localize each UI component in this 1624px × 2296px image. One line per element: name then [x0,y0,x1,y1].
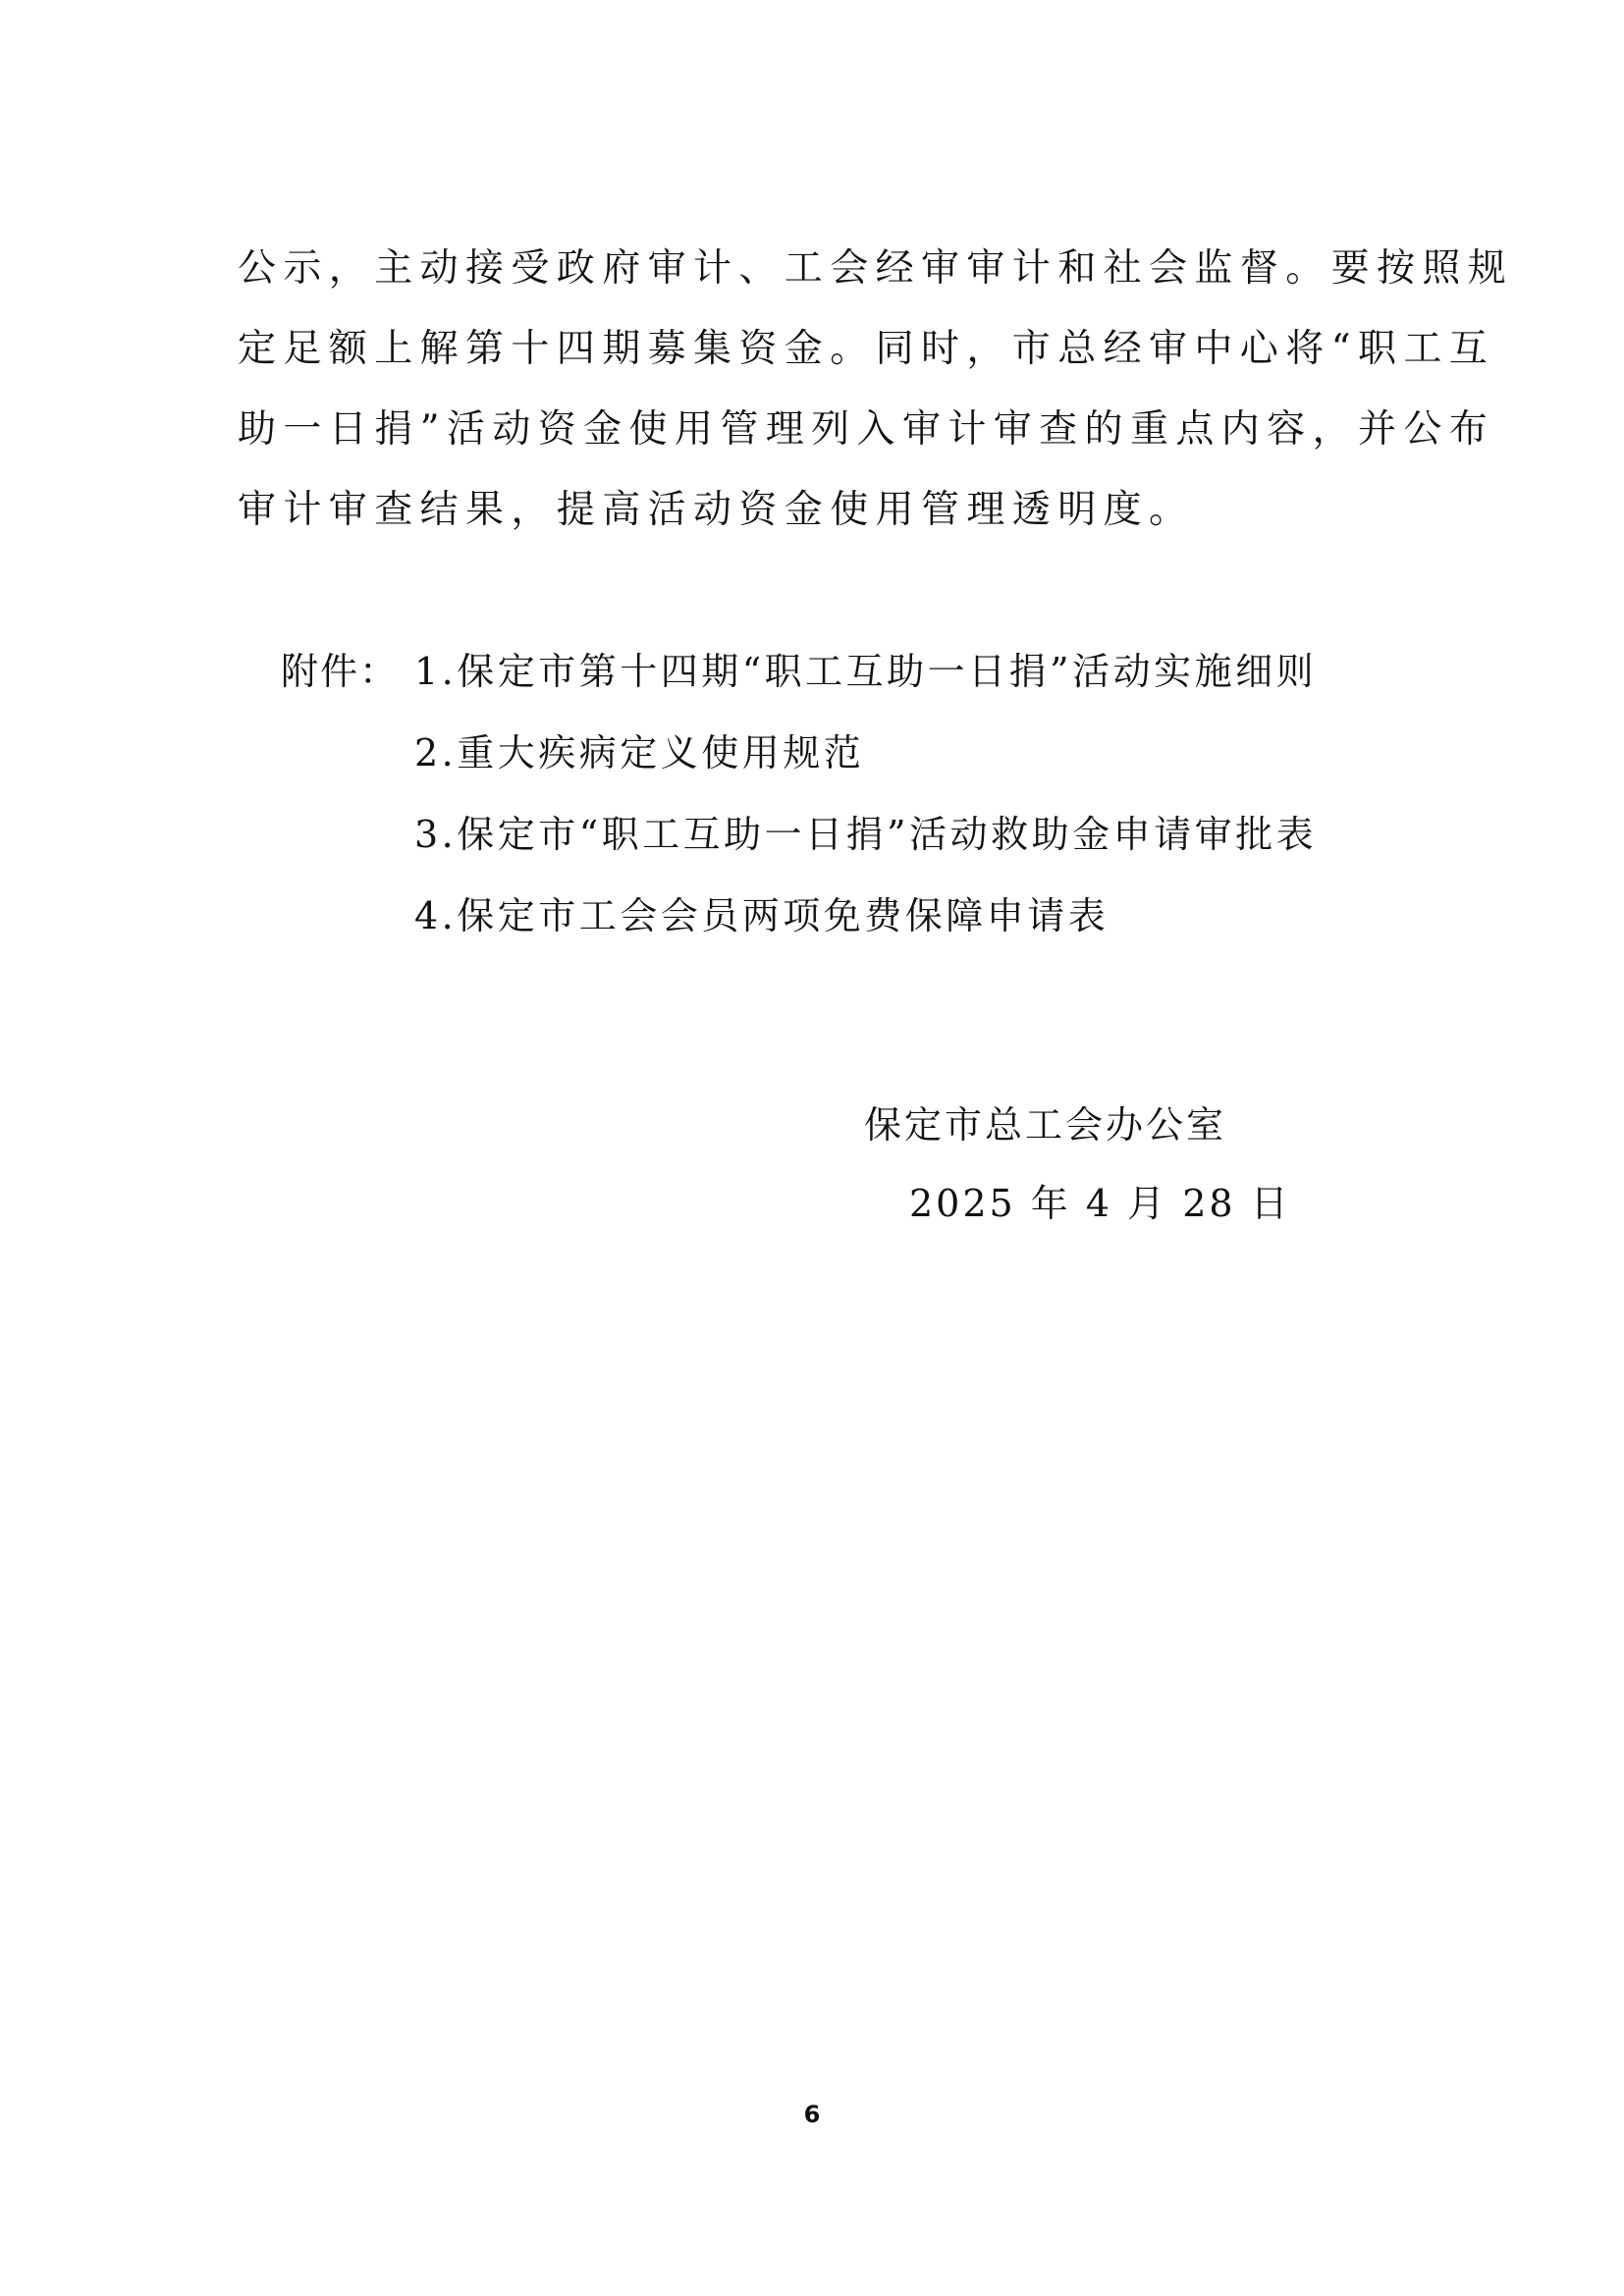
page-number: 6 [803,2101,821,2128]
attachment-row [281,650,1449,693]
attachment-item: 2.重大疾病定义使用规范 [414,731,865,774]
signature-block [864,1103,1316,1225]
body-line: 审计审查结果，提高活动资金使用管理透明度。 [238,488,1195,532]
issuing-organization: 保定市总工会办公室 [864,1103,1227,1147]
issue-date: 2025 年 4 月 28 日 [909,1182,1291,1225]
attachments-list [281,650,1449,979]
body-line: 定足额上解第十四期募集资金。同时，市总经审中心将“职工互 [238,327,1495,371]
attachment-row [281,731,1449,774]
attachment-item: 4.保定市工会会员两项免费保障申请表 [414,894,1110,937]
body-line: 助一日捐”活动资金使用管理列入审计审查的重点内容，并公布 [238,407,1495,452]
body-paragraph [238,246,1514,571]
body-line: 公示，主动接受政府审计、工会经审审计和社会监督。要按照规 [238,246,1514,291]
attachments-label: 附件： [281,650,400,693]
attachment-row [281,813,1449,856]
attachment-item: 3.保定市“职工互助一日捐”活动救助金申请审批表 [414,813,1318,856]
attachment-row [281,894,1449,937]
attachment-item: 1.保定市第十四期“职工互助一日捐”活动实施细则 [414,650,1318,693]
